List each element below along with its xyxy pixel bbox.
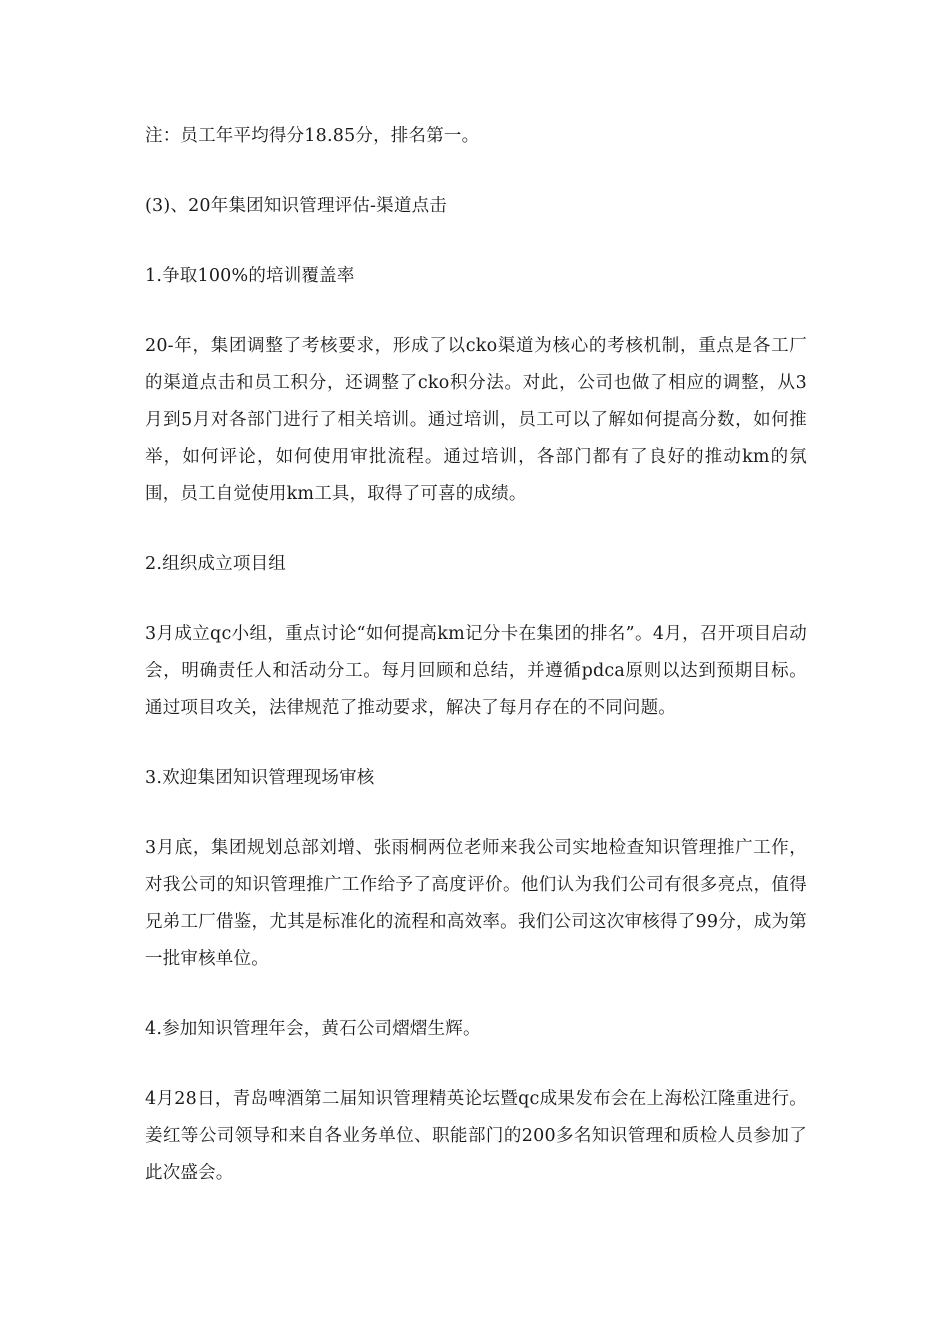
document-page [145,118,807,1225]
subsection-heading-3: 3.欢迎集团知识管理现场审核 [145,768,375,788]
score-note: 注：员工年平均得分18.85分，排名第一。 [145,126,480,146]
subsection-body-4: 4月28日，青岛啤酒第二届知识管理精英论坛暨qc成果发布会在上海松江隆重进行。姜红等公司领导和来自各业务单位、职能部门的200多名知识管理和质检人员参加了此次盛会。 [145,1089,807,1183]
subsection-heading-2: 2.组织成立项目组 [145,554,286,574]
section-title: (3)、20年集团知识管理评估-渠道点击 [145,196,447,216]
subsection-body-1: 20-年，集团调整了考核要求，形成了以cko渠道为核心的考核机制，重点是各工厂的渠道点击和员工积分，还调整了cko积分法。对此，公司也做了相应的调整，从3月到5月对各部门进行了相关培训。通过培训，员工可以了解如何提高分数，如何推举，如何评论，如何使用审批流程。通过培训，各部门都有了良好的推动km的氛围，员工自觉使用km工具，取得了可喜的成绩。 [145,336,807,504]
subsection-heading-1: 1.争取100%的培训覆盖率 [145,266,355,286]
subsection-body-3: 3月底，集团规划总部刘增、张雨桐两位老师来我公司实地检查知识管理推广工作，对我公司的知识管理推广工作给予了高度评价。他们认为我们公司有很多亮点，值得兄弟工厂借鉴，尤其是标准化的流程和高效率。我们公司这次审核得了99分，成为第一批审核单位。 [145,838,807,969]
subsection-heading-4: 4.参加知识管理年会，黄石公司熠熠生辉。 [145,1019,481,1039]
subsection-body-2: 3月成立qc小组，重点讨论“如何提高km记分卡在集团的排名”。4月，召开项目启动会，明确责任人和活动分工。每月回顾和总结，并遵循pdca原则以达到预期目标。通过项目攻关，法律规范了推动要求，解决了每月存在的不同问题。 [145,624,807,718]
